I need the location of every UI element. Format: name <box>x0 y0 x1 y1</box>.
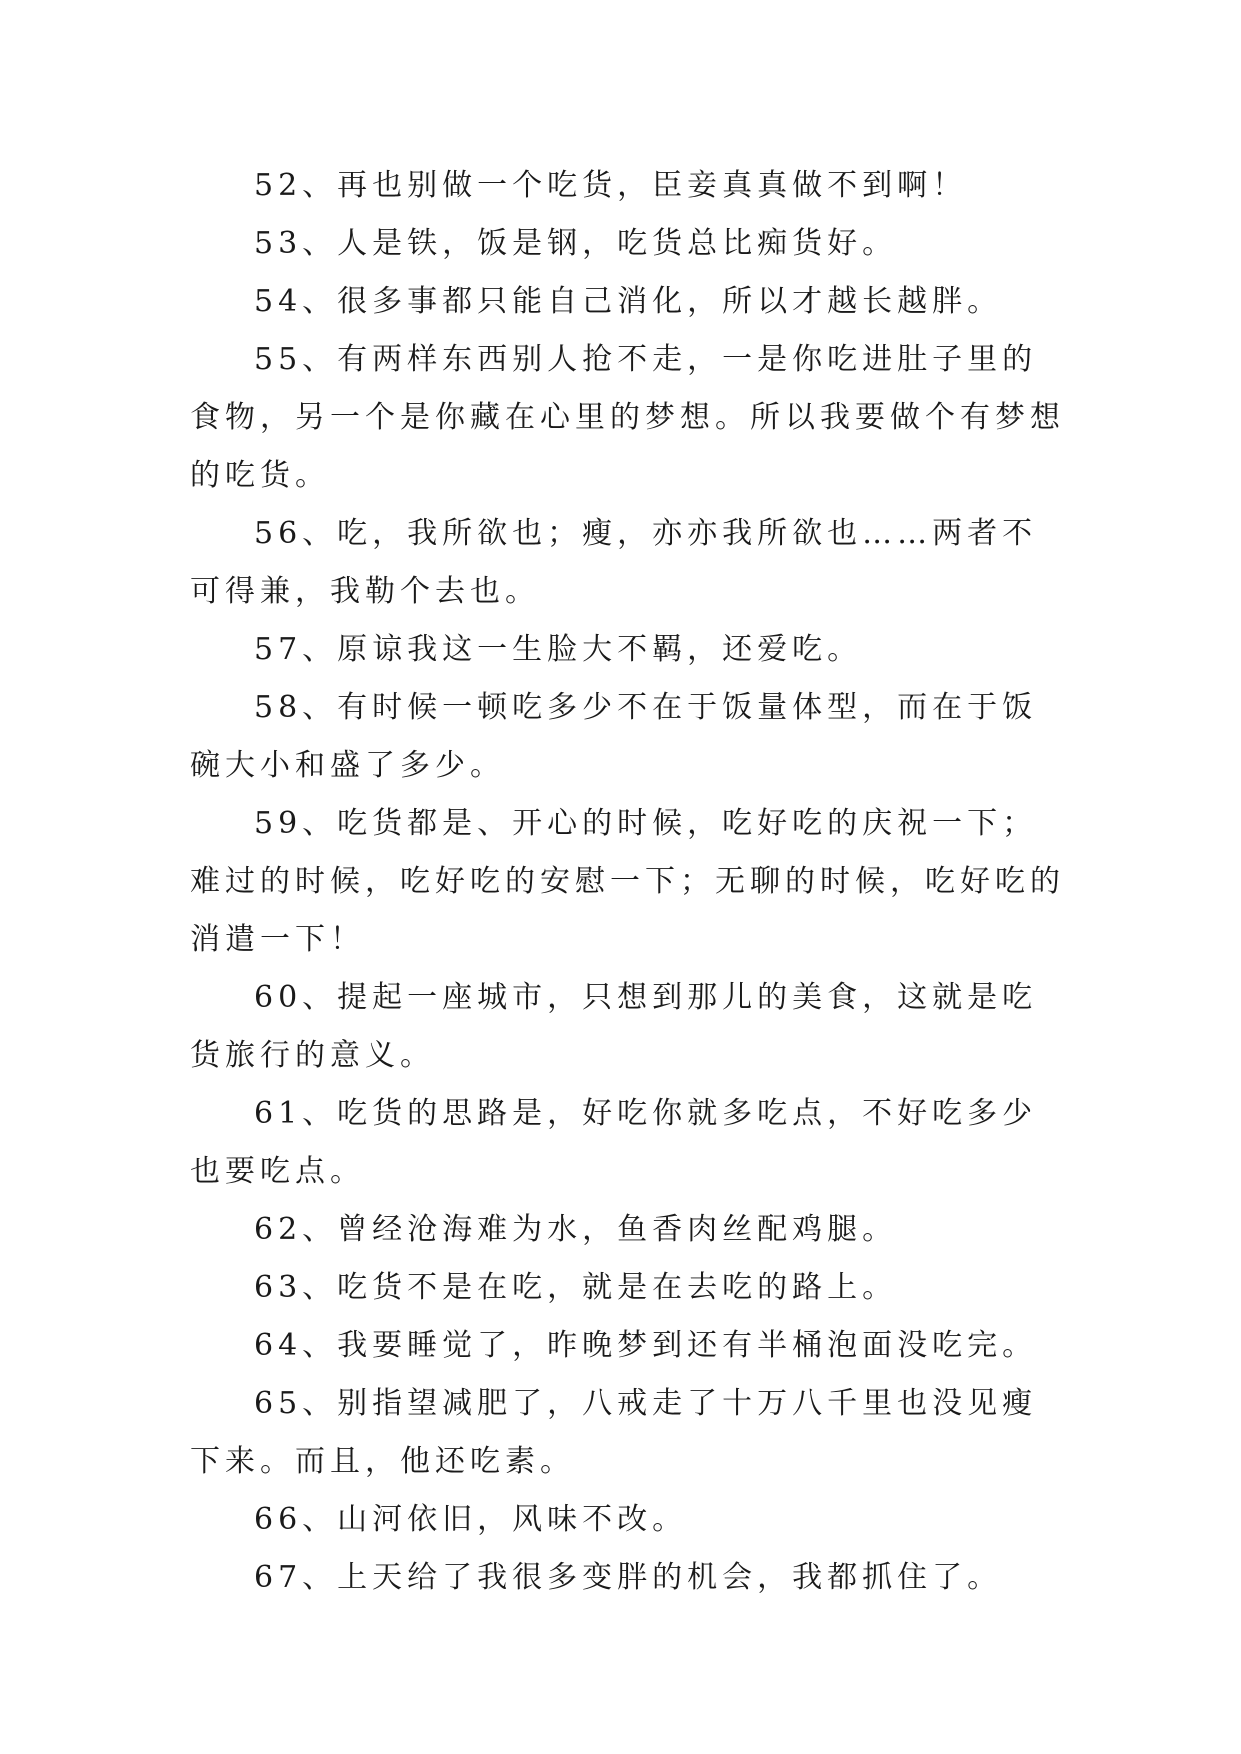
paragraph-64: 64、我要睡觉了，昨晚梦到还有半桶泡面没吃完。 <box>254 1328 1038 1363</box>
paragraph-55: 55、有两样东西别人抢不走，一是你吃进肚子里的食物，另一个是你藏在心里的梦想。所以我要做个有梦想的吃货。 <box>190 342 1065 493</box>
document-body <box>190 157 1065 1607</box>
paragraph-53: 53、人是铁，饭是钢，吃货总比痴货好。 <box>254 226 898 261</box>
paragraph-54: 54、很多事都只能自己消化，所以才越长越胖。 <box>254 284 1003 319</box>
paragraph-56: 56、吃，我所欲也；瘦，亦亦我所欲也……两者不可得兼，我勒个去也。 <box>190 516 1038 609</box>
paragraph-58: 58、有时候一顿吃多少不在于饭量体型，而在于饭碗大小和盛了多少。 <box>190 690 1038 783</box>
paragraph-61: 61、吃货的思路是，好吃你就多吃点，不好吃多少也要吃点。 <box>190 1096 1038 1189</box>
paragraph-59: 59、吃货都是、开心的时候，吃好吃的庆祝一下；难过的时候，吃好吃的安慰一下；无聊的时候，吃好吃的消遣一下！ <box>190 806 1065 957</box>
paragraph-57: 57、原谅我这一生脸大不羁，还爱吃。 <box>254 632 863 667</box>
paragraph-67: 67、上天给了我很多变胖的机会，我都抓住了。 <box>254 1560 1003 1595</box>
paragraph-52: 52、再也别做一个吃货，臣妾真真做不到啊！ <box>254 168 968 203</box>
paragraph-62: 62、曾经沧海难为水，鱼香肉丝配鸡腿。 <box>254 1212 898 1247</box>
paragraph-60: 60、提起一座城市，只想到那儿的美食，这就是吃货旅行的意义。 <box>190 980 1038 1073</box>
paragraph-63: 63、吃货不是在吃，就是在去吃的路上。 <box>254 1270 898 1305</box>
paragraph-65: 65、别指望减肥了，八戒走了十万八千里也没见瘦下来。而且，他还吃素。 <box>190 1386 1038 1479</box>
paragraph-66: 66、山河依旧，风味不改。 <box>254 1502 688 1537</box>
